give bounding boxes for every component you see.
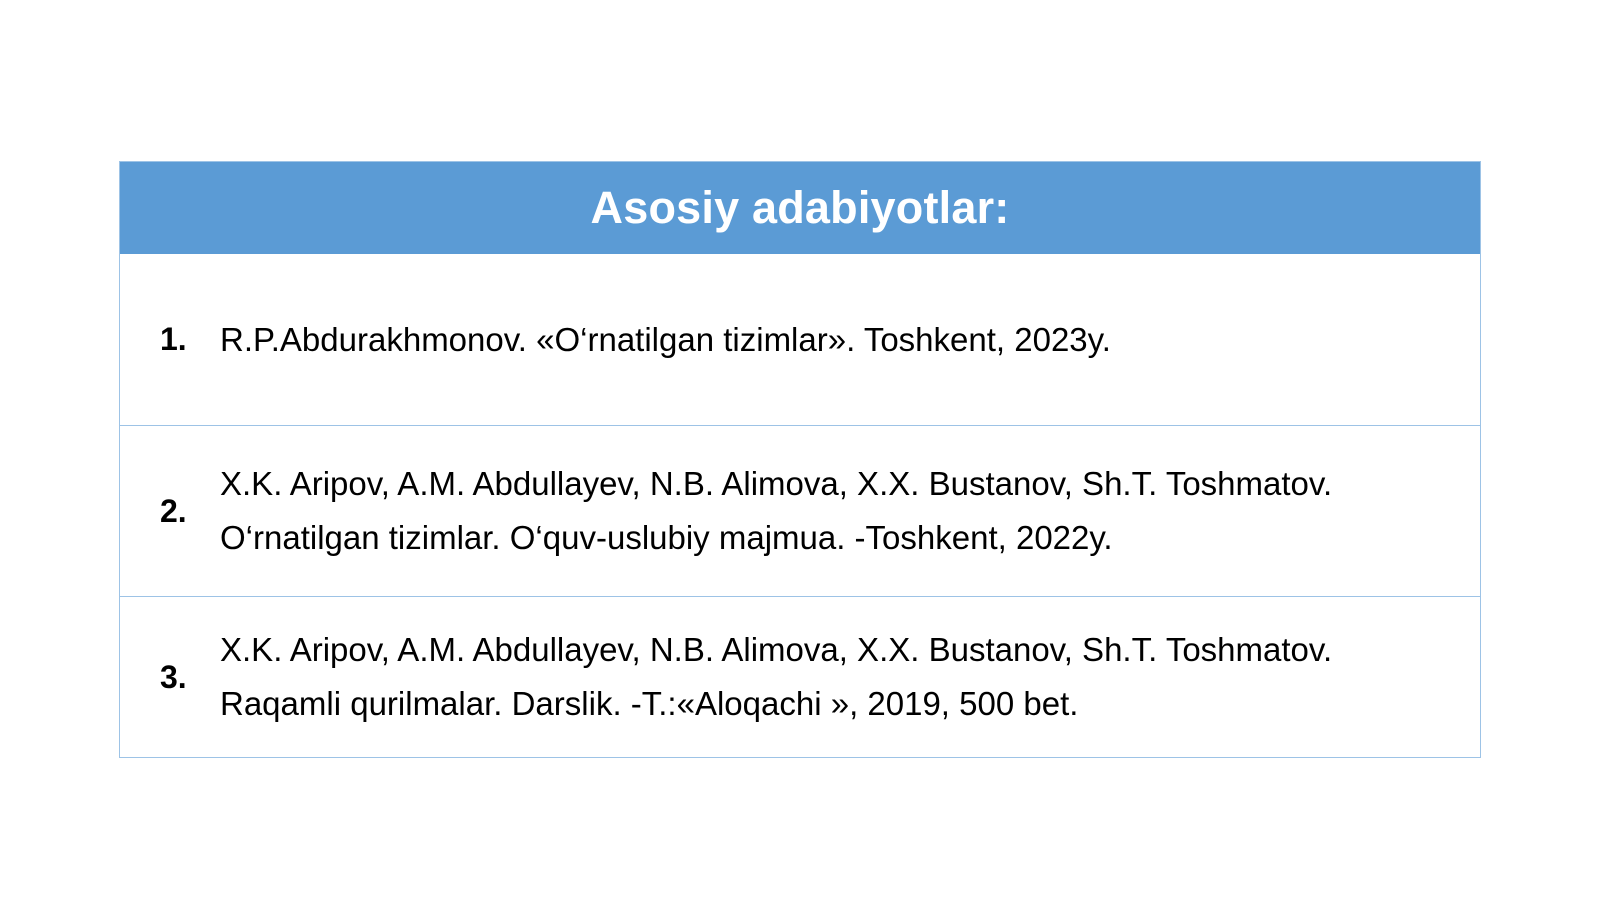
reference-row	[120, 425, 1480, 596]
references-title: Asosiy adabiyotlar:	[590, 182, 1010, 233]
reference-text	[220, 457, 1480, 565]
references-table	[119, 161, 1481, 758]
reference-number: 1.	[160, 321, 187, 357]
references-header	[120, 162, 1480, 254]
reference-row	[120, 254, 1480, 425]
reference-line: R.P.Abdurakhmonov. «O‘rnatilgan tizimlar». Toshkent, 2023y.	[220, 320, 1111, 358]
reference-row	[120, 596, 1480, 757]
reference-line: X.K. Aripov, A.M. Abdullayev, N.B. Alimova, X.X. Bustanov, Sh.T. Toshmatov.	[220, 465, 1333, 502]
reference-number: 2.	[160, 492, 187, 529]
reference-line: Raqamli qurilmalar. Darslik. -T.:«Aloqachi », 2019, 500 bet.	[220, 685, 1079, 722]
reference-text	[220, 313, 1480, 367]
reference-text	[220, 623, 1480, 731]
reference-number: 3.	[160, 658, 187, 695]
reference-line: X.K. Aripov, A.M. Abdullayev, N.B. Alimova, X.X. Bustanov, Sh.T. Toshmatov.	[220, 631, 1333, 668]
reference-line: O‘rnatilgan tizimlar. O‘quv-uslubiy majmua. -Toshkent, 2022y.	[220, 519, 1113, 556]
